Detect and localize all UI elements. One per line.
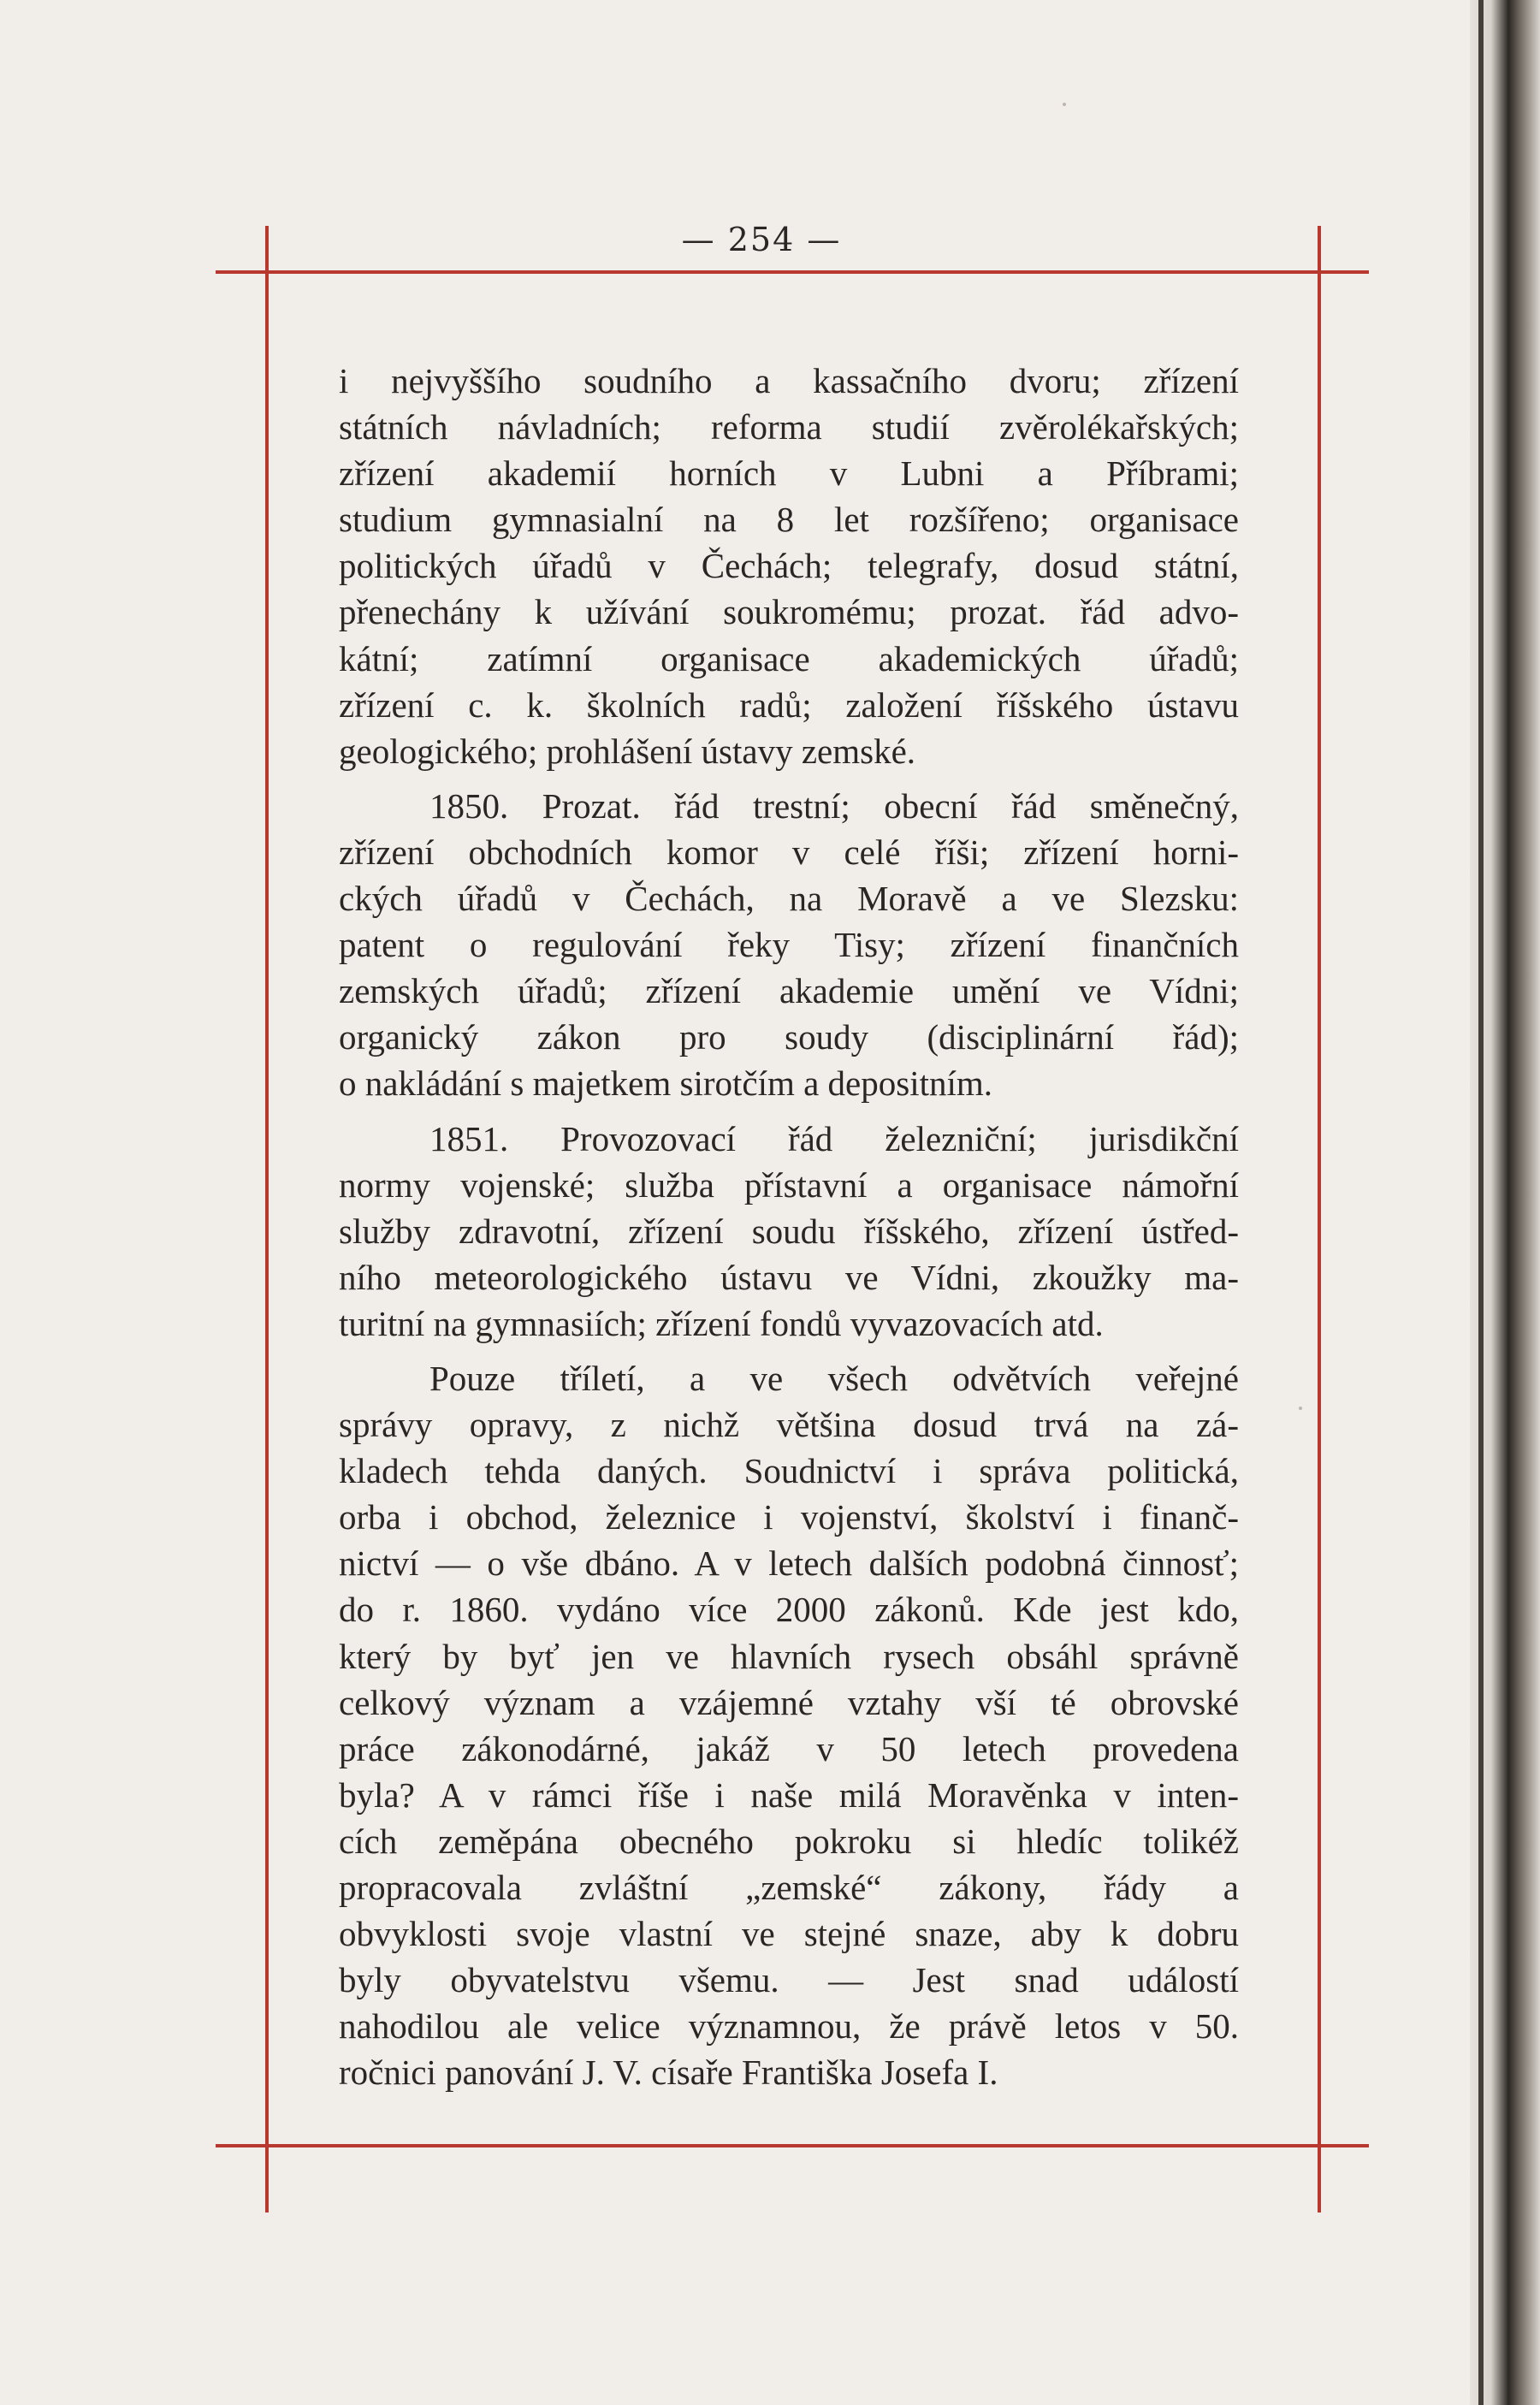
text-line: organický zákon pro soudy (disciplinární řád);	[339, 1017, 1239, 1057]
text-line: obvyklosti svoje vlastní ve stejné snaze, aby k dobru	[339, 1914, 1239, 1954]
text-line: zřízení c. k. školních radů; založení říšského ústavu	[339, 684, 1239, 725]
book-spine-edge	[1478, 0, 1484, 2405]
text-line: geologického; prohlášení ústavy zemské.	[339, 731, 916, 771]
paper-speck	[1063, 103, 1066, 106]
left-vertical-rule	[265, 226, 269, 2212]
text-line: přenechány k užívání soukromému; prozat. řád advo-	[339, 592, 1239, 632]
text-line: celkový význam a vzájemné vztahy vší té obrovské	[339, 1682, 1239, 1722]
text-line: kladech tehda daných. Soudnictví i správa politická,	[339, 1451, 1239, 1491]
text-line: byla? A v rámci říše i naše milá Moravěnka v inten-	[339, 1774, 1239, 1815]
page-number: — 254 —	[681, 221, 842, 258]
text-line: ního meteorologického ústavu ve Vídni, zkoužky ma-	[339, 1257, 1239, 1297]
text-line: ckých úřadů v Čechách, na Moravě a ve Slezsku:	[339, 879, 1239, 919]
paragraph-1	[339, 358, 1239, 774]
text-line: který by byť jen ve hlavních rysech obsáhl správně	[339, 1636, 1239, 1676]
text-line: politických úřadů v Čechách; telegrafy, dosud státní,	[339, 546, 1239, 586]
text-line: studium gymnasialní na 8 let rozšířeno; organisace	[339, 500, 1239, 540]
text-line: propracovala zvláštní „zemské“ zákony, řády a	[339, 1868, 1239, 1907]
text-line: státních návladních; reforma studií zvěrolékařských;	[339, 407, 1239, 447]
right-vertical-rule	[1318, 226, 1321, 2212]
top-horizontal-rule	[216, 270, 1369, 274]
text-line: patent o regulování řeky Tisy; zřízení finančních	[339, 925, 1239, 965]
text-line: cích zeměpána obecného pokroku si hledíc tolikéž	[339, 1821, 1239, 1861]
text-line: 1850. Prozat. řád trestní; obecní řád směnečný,	[429, 785, 1239, 826]
text-line: orba i obchod, železnice i vojenství, školství i finanč-	[339, 1497, 1239, 1537]
text-line: ročnici panování J. V. císaře Františka Josefa I.	[339, 2053, 998, 2093]
text-line: nictví — o vše dbáno. A v letech dalších podobná činnosť;	[339, 1543, 1239, 1584]
text-line: o nakládání s majetkem sirotčím a depositním.	[339, 1063, 993, 1104]
paragraph-2	[339, 783, 1239, 1107]
text-line: zřízení akademií horních v Lubni a Příbrami;	[339, 453, 1239, 494]
text-line: Pouze tříletí, a ve všech odvětvích veřejné	[429, 1358, 1239, 1398]
text-line: turitní na gymnasiích; zřízení fondů vyvazovacích atd.	[339, 1303, 1104, 1343]
text-line: do r. 1860. vydáno více 2000 zákonů. Kde jest kdo,	[339, 1590, 1239, 1630]
text-line: i nejvyššího soudního a kassačního dvoru; zřízení	[339, 361, 1239, 400]
text-line: normy vojenské; služba přístavní a organisace námořní	[339, 1164, 1239, 1205]
paragraph-4	[339, 1355, 1239, 2096]
text-line: správy opravy, z nichž většina dosud trvá na zá-	[339, 1405, 1239, 1445]
text-line: práce zákonodárné, jakáž v 50 letech provedena	[339, 1728, 1239, 1768]
text-line: nahodilou ale velice významnou, že právě letos v 50.	[339, 2006, 1239, 2047]
body-text	[339, 358, 1239, 2095]
paragraph-3	[339, 1116, 1239, 1347]
text-line: byly obyvatelstvu všemu. — Jest snad událostí	[339, 1960, 1239, 2000]
text-line: kátní; zatímní organisace akademických úřadů;	[339, 638, 1239, 678]
text-line: 1851. Provozovací řád železniční; jurisdikční	[429, 1118, 1239, 1158]
bottom-horizontal-rule	[216, 2144, 1369, 2147]
text-line: služby zdravotní, zřízení soudu říšského, zřízení ústřed-	[339, 1211, 1239, 1251]
text-line: zřízení obchodních komor v celé říši; zřízení horni-	[339, 832, 1239, 872]
text-line: zemských úřadů; zřízení akademie umění ve Vídni;	[339, 971, 1239, 1011]
paper-speck	[1299, 1407, 1302, 1410]
